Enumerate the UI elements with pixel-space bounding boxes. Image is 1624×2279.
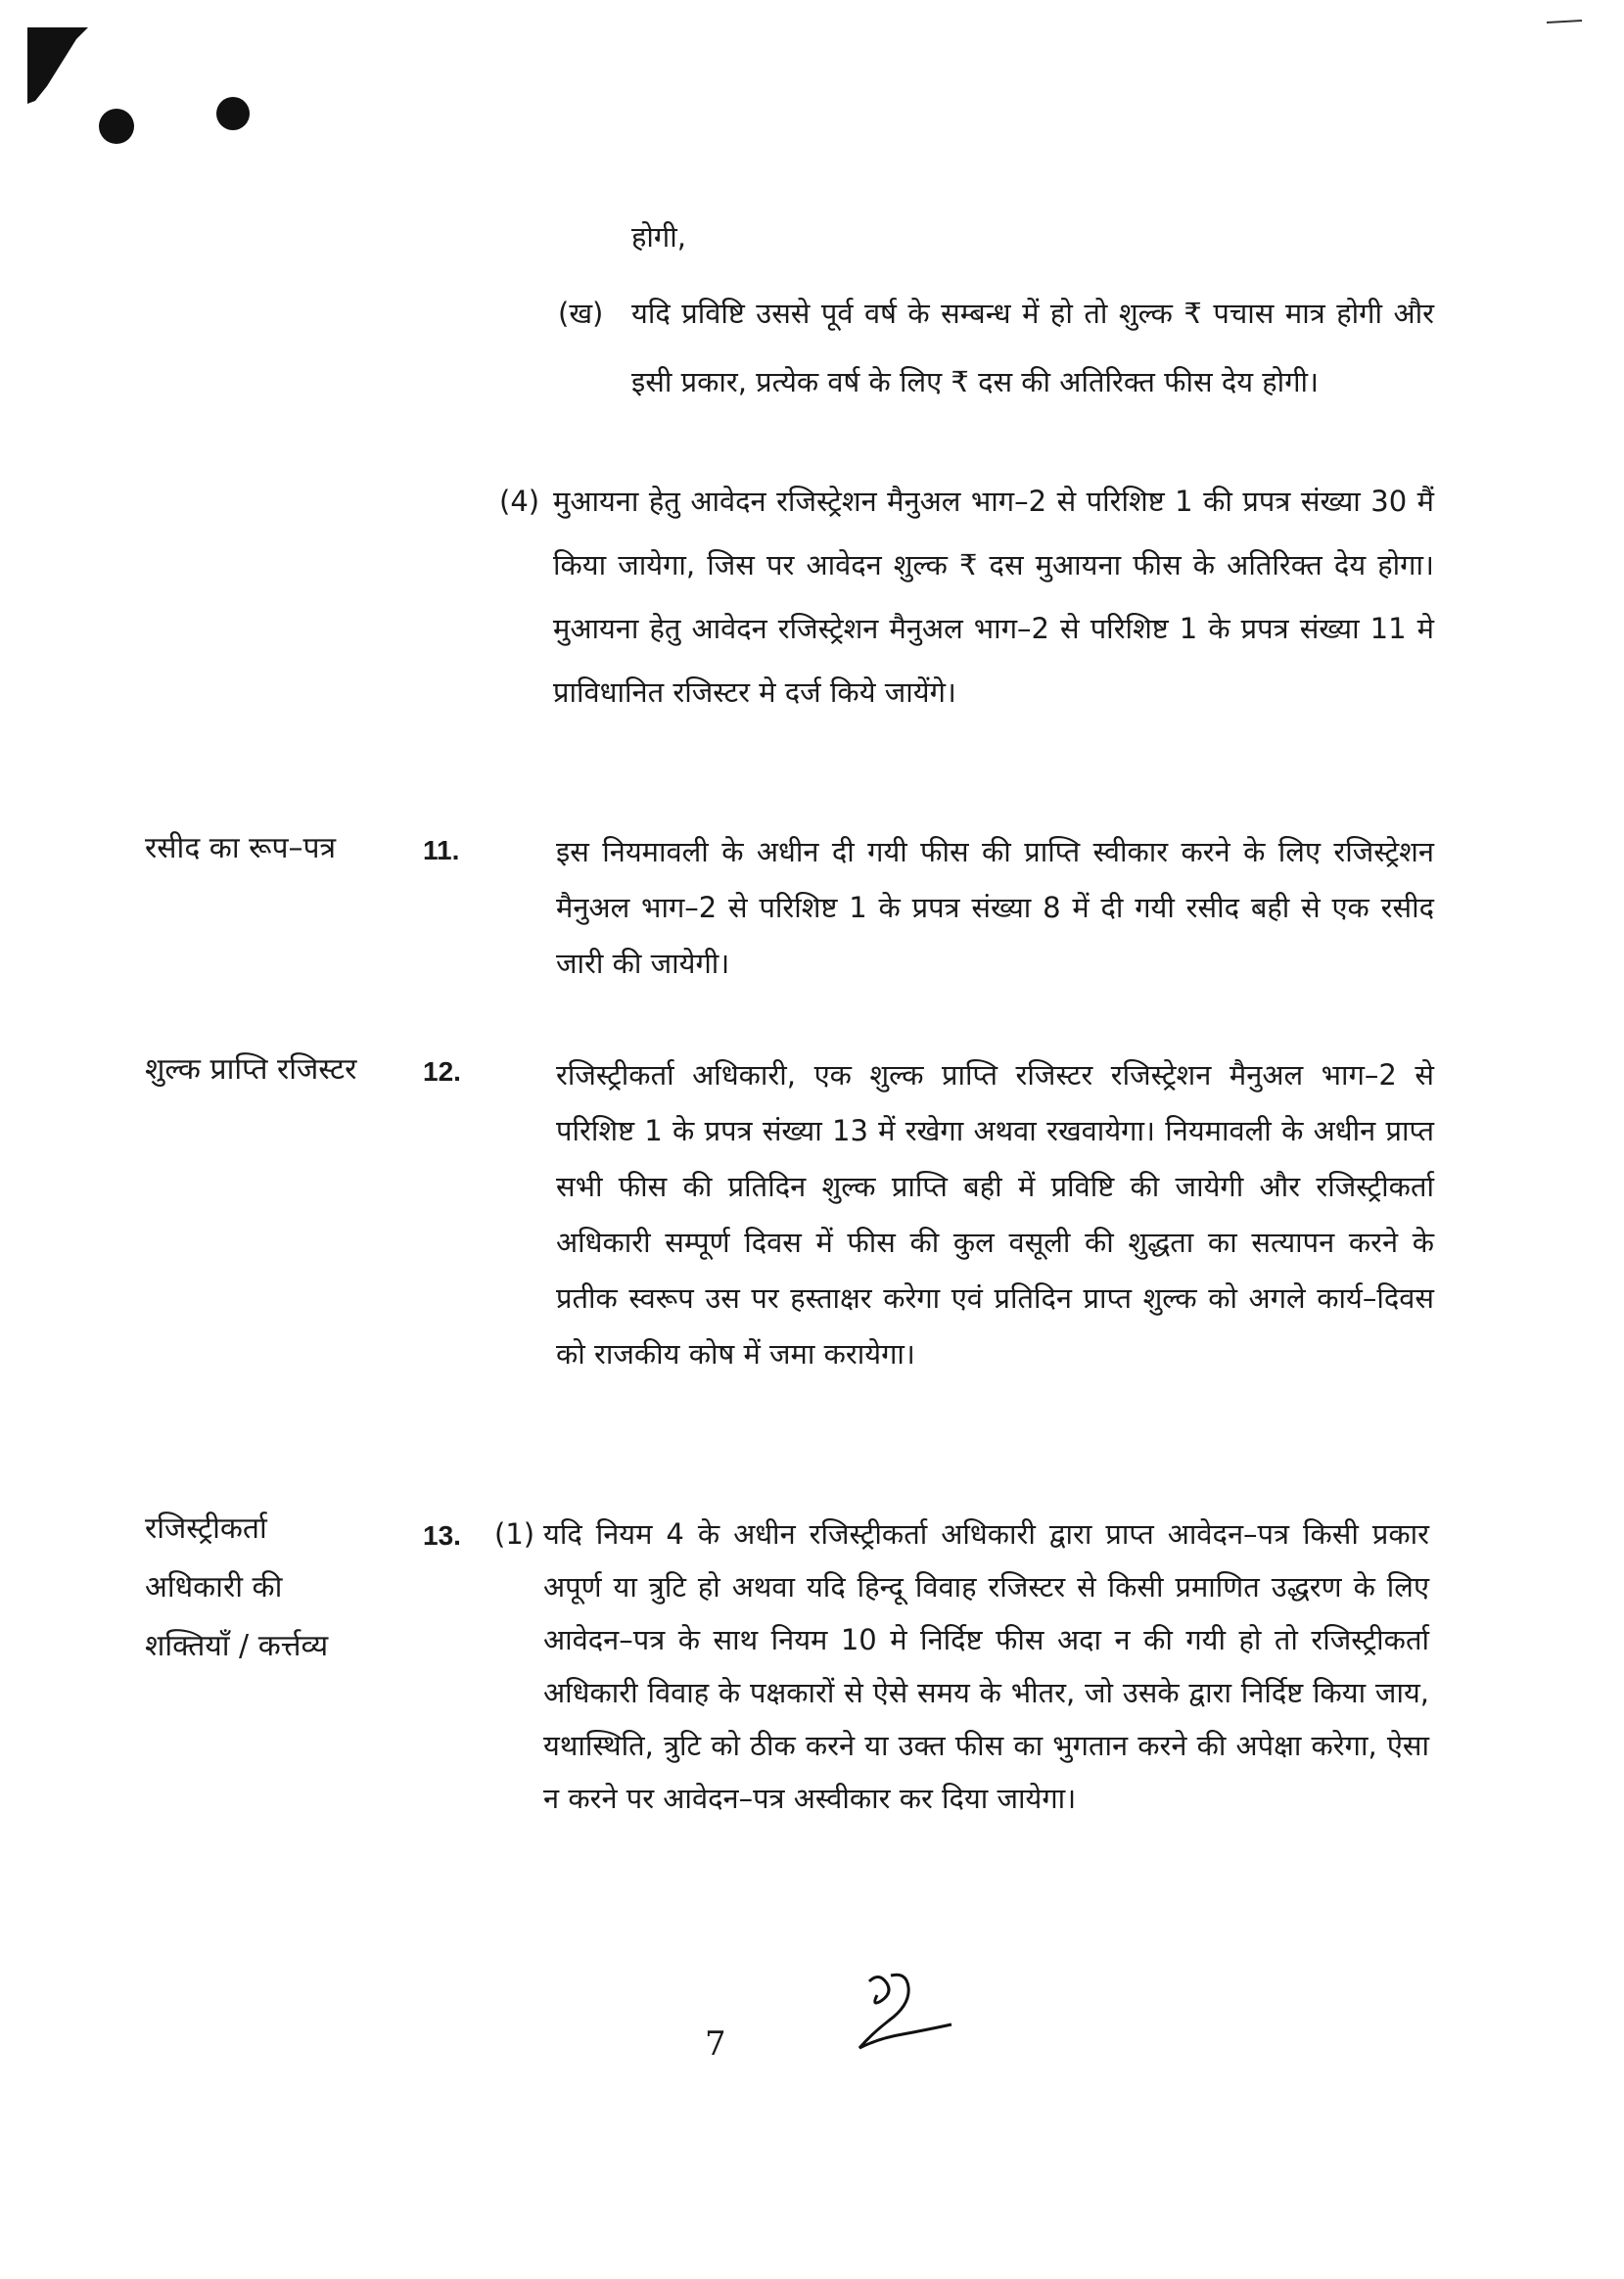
section-12-heading: शुल्क प्राप्ति रजिस्टर [145, 1052, 357, 1087]
section-13-clause-1 [494, 1508, 1429, 1825]
section-11-number: 11. [423, 835, 460, 865]
punch-hole-right [213, 94, 253, 133]
clause-kh [558, 279, 1434, 416]
section-12-number: 12. [423, 1056, 461, 1087]
clause-kh-label: (ख) [558, 297, 604, 330]
section-13-heading-line-3: शक्तियाँ / कर्त्तव्य [145, 1629, 329, 1663]
section-13-heading [145, 1500, 419, 1676]
section-13-clause-1-text: यदि नियम 4 के अधीन रजिस्ट्रीकर्ता अधिकारी द्वारा प्राप्त आवेदन–पत्र किसी प्रकार अपूर्ण या त्रुटि हो अथवा यदि हिन्दू विवाह रजिस्टर से किसी प्रमाणित उद्धरण के लिए आवेदन–पत्र के साथ नियम 10 मे निर्दिष्ट फीस अदा न की गयी हो तो रजिस्ट्रीकर्ता अधिकारी विवाह के पक्षकारों से ऐसे समय के भीतर, जो उसके द्वारा निर्दिष्ट किया जाय, यथास्थिति, त्रुटि को ठीक करने या उक्त फीस का भुगतान करने की अपेक्षा करेगा, ऐसा न करने पर आवेदन–पत्र अस्वीकार कर दिया जायेगा। [543, 1517, 1429, 1815]
clause-kh-text: यदि प्रविष्टि उससे पूर्व वर्ष के सम्बन्ध में हो तो शुल्क ₹ पचास मात्र होगी और इसी प्रकार, प्रत्येक वर्ष के लिए ₹ दस की अतिरिक्त फीस देय होगी। [631, 297, 1434, 398]
punch-hole-left [96, 106, 137, 147]
clause-4-text: मुआयना हेतु आवेदन रजिस्ट्रेशन मैनुअल भाग–2 से परिशिष्ट 1 की प्रपत्र संख्या 30 मैं किया जायेगा, जिस पर आवेदन शुल्क ₹ दस मुआयना फीस के अतिरिक्त देय होगा। मुआयना हेतु आवेदन रजिस्ट्रेशन मैनुअल भाग–2 से परिशिष्ट 1 के प्रपत्र संख्या 11 मे प्राविधानित रजिस्टर मे दर्ज किये जायेंगे। [553, 485, 1434, 709]
section-13-heading-line-2: अधिकारी की [145, 1570, 283, 1605]
section-13-number: 13. [423, 1520, 461, 1551]
scan-corner-mark [27, 27, 96, 106]
edge-mark-top-right [1547, 18, 1586, 27]
continuation-text: होगी, [631, 220, 686, 254]
clause-4 [499, 470, 1434, 724]
section-13-heading-line-1: रजिस्ट्रीकर्ता [145, 1512, 267, 1546]
section-13-clause-1-label: (1) [494, 1517, 535, 1551]
handwritten-signature [852, 1968, 959, 2056]
clause-4-label: (4) [499, 485, 540, 518]
section-11-heading: रसीद का रूप–पत्र [145, 831, 337, 865]
section-12-text: रजिस्ट्रीकर्ता अधिकारी, एक शुल्क प्राप्ति रजिस्टर रजिस्ट्रेशन मैनुअल भाग–2 से परिशिष्ट 1 के प्रपत्र संख्या 13 में रखेगा अथवा रखवायेगा। नियमावली के अधीन प्राप्त सभी फीस की प्रतिदिन शुल्क प्राप्ति बही में प्रविष्टि की जायेगी और रजिस्ट्रीकर्ता अधिकारी सम्पूर्ण दिवस में फीस की कुल वसूली की शुद्धता का सत्यापन करने के प्रतीक स्वरूप उस पर हस्ताक्षर करेगा एवं प्रतिदिन प्राप्त शुल्क को अगले कार्य–दिवस को राजकीय कोष में जमा करायेगा। [556, 1058, 1434, 1371]
page-number: 7 [705, 2024, 726, 2064]
section-11-text: इस नियमावली के अधीन दी गयी फीस की प्राप्ति स्वीकार करने के लिए रजिस्ट्रेशन मैनुअल भाग–2 से परिशिष्ट 1 के प्रपत्र संख्या 8 में दी गयी रसीद बही से एक रसीद जारी की जायेगी। [556, 835, 1434, 980]
